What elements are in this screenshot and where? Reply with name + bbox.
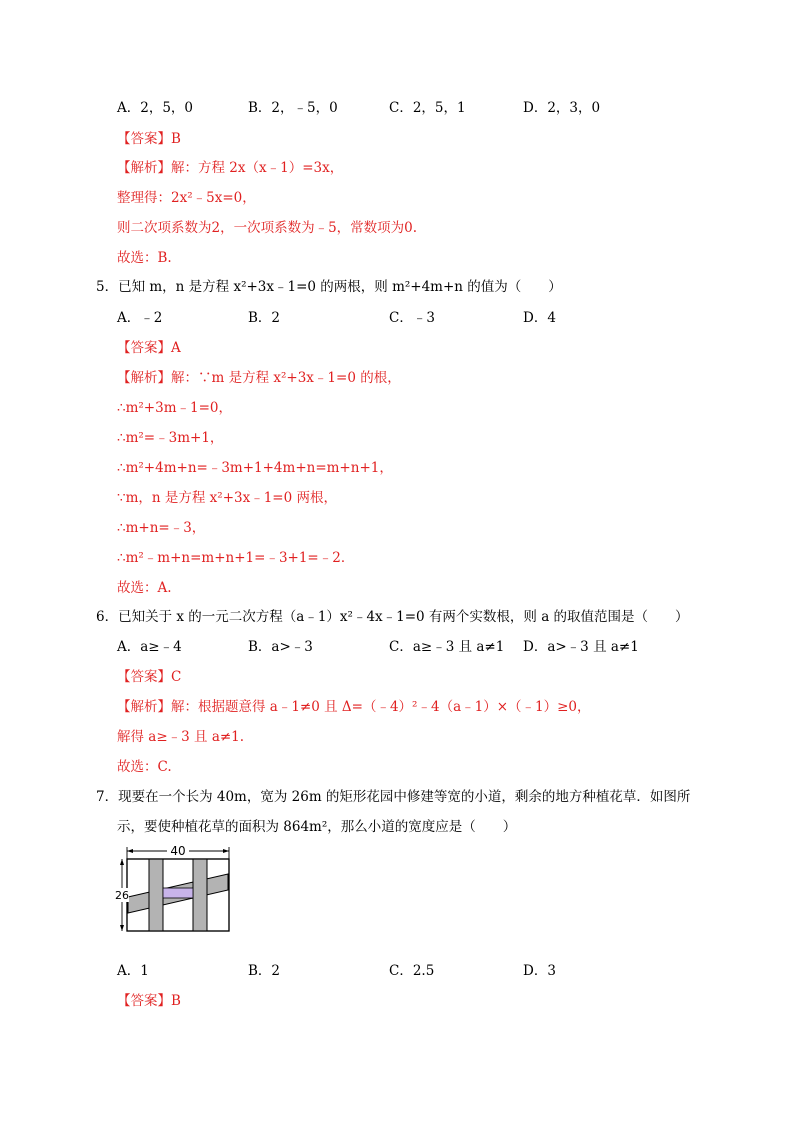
answer-label: 【答案】 <box>117 993 171 1009</box>
answer-label: 【答案】 <box>117 131 171 147</box>
q7-option-d: D．3 <box>523 963 556 979</box>
q7-question-line-2: 示，要使种植花草的面积为 864m²，那么小道的宽度应是（ ） <box>117 819 517 835</box>
answer-label: 【答案】 <box>117 340 171 356</box>
q4-analysis-line-3: 则二次项系数为2，一次项系数为﹣5，常数项为0. <box>117 220 418 236</box>
q5-option-c: C．﹣3 <box>389 310 435 326</box>
q5-analysis-line-8: 故选：A. <box>117 580 172 596</box>
height-label: 26 <box>115 889 129 902</box>
analysis-label: 【解析】 <box>117 160 171 176</box>
q6-question: 6．已知关于 x 的一元二次方程（a﹣1）x²﹣4x﹣1=0 有两个实数根，则 a 的取值范围是（ ） <box>96 609 689 625</box>
analysis-label: 【解析】 <box>117 370 171 386</box>
q4-answer <box>117 130 181 148</box>
q6-option-b: B．a>﹣3 <box>248 639 313 655</box>
q4-analysis-line-4: 故选：B. <box>117 250 172 266</box>
q5-answer <box>117 339 181 357</box>
q5-option-d: D．4 <box>523 310 556 326</box>
q7-option-b: B．2 <box>248 963 281 979</box>
answer-label: 【答案】 <box>117 669 171 685</box>
q6-option-a: A．a≥﹣4 <box>117 639 182 655</box>
q6-analysis-line-2: 解得 a≥﹣3 且 a≠1. <box>117 729 245 745</box>
q6-answer <box>117 668 181 686</box>
answer-value: C <box>171 669 182 685</box>
q5-analysis-line-1: 【解析】解：∵m 是方程 x²+3x﹣1=0 的根， <box>117 370 401 386</box>
q7-question-line-1: 7．现要在一个长为 40m，宽为 26m 的矩形花园中修建等宽的小道，剩余的地方种植花草．如图所 <box>96 789 691 805</box>
vertical-path-right <box>193 859 207 931</box>
answer-value: A <box>171 340 181 356</box>
q4-option-b: B．2，﹣5，0 <box>248 100 338 116</box>
answer-value: B <box>171 131 181 147</box>
analysis-label: 【解析】 <box>117 699 171 715</box>
q7-option-a: A．1 <box>117 963 149 979</box>
garden-path-figure <box>117 844 233 934</box>
q4-option-c: C．2，5，1 <box>389 100 466 116</box>
q7-answer <box>117 992 181 1010</box>
q6-analysis-line-3: 故选：C. <box>117 759 172 775</box>
width-label: 40 <box>170 844 186 858</box>
q5-analysis-line-7: ∴m²﹣m+n=m+n+1=﹣3+1=﹣2． <box>117 550 355 566</box>
q5-analysis-line-4: ∴m²+4m+n=﹣3m+1+4m+n=m+n+1， <box>117 460 393 476</box>
q6-analysis-line-1: 【解析】解：根据题意得 a﹣1≠0 且 Δ=（﹣4）²﹣4（a﹣1）×（﹣1）≥0， <box>117 699 591 715</box>
highlighted-segment <box>163 888 193 898</box>
q6-option-d: D．a>﹣3 且 a≠1 <box>523 639 639 655</box>
q5-option-a: A．﹣2 <box>117 310 163 326</box>
q4-option-d: D．2，3，0 <box>523 100 601 116</box>
q4-analysis-line-2: 整理得：2x²﹣5x=0， <box>117 190 256 206</box>
q5-analysis-line-5: ∵m，n 是方程 x²+3x﹣1=0 两根， <box>117 490 337 506</box>
q5-analysis-line-6: ∴m+n=﹣3， <box>117 520 206 536</box>
q5-option-b: B．2 <box>248 310 281 326</box>
q7-option-c: C．2.5 <box>389 963 435 979</box>
q4-analysis-line-1: 【解析】解：方程 2x（x﹣1）=3x， <box>117 160 344 176</box>
vertical-path-left <box>149 859 163 931</box>
q4-option-a: A．2，5，0 <box>117 100 194 116</box>
q5-question: 5．已知 m，n 是方程 x²+3x﹣1=0 的两根，则 m²+4m+n 的值为（ ） <box>96 279 562 295</box>
q5-analysis-line-2: ∴m²+3m﹣1=0， <box>117 400 232 416</box>
answer-value: B <box>171 993 181 1009</box>
q6-option-c: C．a≥﹣3 且 a≠1 <box>389 639 505 655</box>
q5-analysis-line-3: ∴m²=﹣3m+1， <box>117 430 224 446</box>
